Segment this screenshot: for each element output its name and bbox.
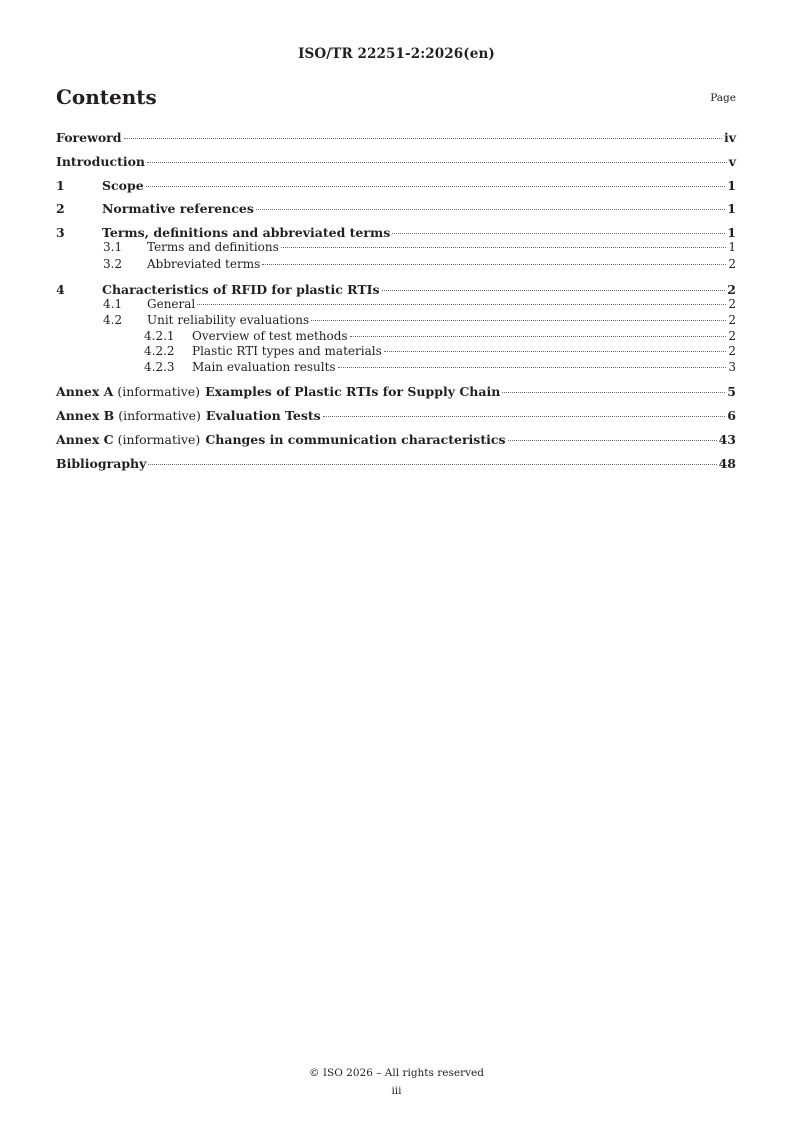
toc-entry[interactable] — [56, 154, 736, 169]
toc-entry[interactable] — [56, 225, 736, 240]
toc-annex-type: (informative) — [118, 408, 201, 423]
toc-entry-number: 1 — [56, 178, 65, 193]
toc-entry-page: 1 — [727, 225, 736, 240]
toc-entry-page: 2 — [728, 329, 736, 343]
toc-dot-leader — [197, 304, 726, 305]
toc-entry-number: 4.2.2 — [144, 344, 175, 358]
toc-dot-leader — [338, 367, 727, 368]
toc-entry-page: 2 — [727, 282, 736, 297]
toc-entry-title: Abbreviated terms — [147, 257, 261, 271]
toc-entry-number: 3.2 — [103, 257, 123, 271]
toc-entry-number: Annex C — [56, 432, 114, 447]
toc-dot-leader — [124, 138, 722, 139]
toc-entry-number: 3.1 — [103, 240, 123, 254]
toc-dot-leader — [384, 351, 727, 352]
toc-entry[interactable] — [56, 360, 736, 374]
toc-entry-page: 2 — [728, 257, 736, 271]
toc-entry-title: Scope — [102, 178, 144, 193]
toc-dot-leader — [146, 186, 726, 187]
toc-entry-page: 5 — [727, 384, 736, 399]
toc-entry-title: Unit reliability evaluations — [147, 313, 310, 327]
toc-entry-number: 4.1 — [103, 297, 123, 311]
toc-entry-title: Overview of test methods — [192, 329, 348, 343]
toc-entry-title: Plastic RTI types and materials — [192, 344, 382, 358]
page-column-label: Page — [710, 92, 736, 104]
toc-entry-page: 6 — [727, 408, 736, 423]
toc-dot-leader — [382, 290, 726, 291]
toc-entry-page: 2 — [728, 297, 736, 311]
toc-entry-title: Examples of Plastic RTIs for Supply Chain — [205, 384, 501, 399]
toc-entry-page: 43 — [718, 432, 736, 447]
toc-entry-number: 4.2.3 — [144, 360, 175, 374]
toc-entry-title: Normative references — [102, 201, 254, 216]
toc-entry-title: Evaluation Tests — [205, 408, 321, 423]
toc-dot-leader — [392, 233, 725, 234]
toc-entry-number: 4.2 — [103, 313, 123, 327]
toc-dot-leader — [147, 162, 727, 163]
toc-dot-leader — [502, 392, 725, 393]
toc-entry-number: 3 — [56, 225, 65, 240]
toc-entry-number: 2 — [56, 201, 65, 216]
toc-entry-page: 1 — [727, 178, 736, 193]
toc-dot-leader — [323, 416, 726, 417]
toc-dot-leader — [148, 464, 716, 465]
toc-entry-title: Bibliography — [56, 456, 147, 471]
toc-entry-page: 48 — [718, 456, 736, 471]
toc-dot-leader — [350, 336, 727, 337]
toc-entry-number: 4 — [56, 282, 65, 297]
toc-entry-title: Terms and definitions — [147, 240, 279, 254]
toc-entry[interactable] — [56, 240, 736, 254]
toc-entry[interactable] — [56, 408, 736, 423]
toc-entry[interactable] — [56, 130, 736, 145]
toc-entry[interactable] — [56, 384, 736, 399]
toc-annex-type: (informative) — [117, 384, 201, 399]
toc-dot-leader — [262, 264, 726, 265]
toc-entry-title: General — [147, 297, 196, 311]
toc-dot-leader — [256, 209, 725, 210]
toc-entry-page: 2 — [728, 344, 736, 358]
toc-entry[interactable] — [56, 329, 736, 343]
page-number: iii — [391, 1085, 402, 1097]
toc-entry-title: Characteristics of RFID for plastic RTIs — [102, 282, 380, 297]
toc-entry-page: 1 — [728, 240, 736, 254]
toc-entry[interactable] — [56, 257, 736, 271]
toc-entry-title: Terms, definitions and abbreviated terms — [102, 225, 391, 240]
toc-entry-page: 2 — [728, 313, 736, 327]
toc-dot-leader — [508, 440, 717, 441]
toc-entry[interactable] — [56, 344, 736, 358]
toc-entry-title: Main evaluation results — [192, 360, 336, 374]
toc-entry-page: iv — [723, 130, 736, 145]
toc-entry[interactable] — [56, 456, 736, 471]
toc-entry[interactable] — [56, 178, 736, 193]
toc-entry-number: Annex B — [56, 408, 115, 423]
toc-annex-type: (informative) — [117, 432, 201, 447]
toc-entry-title: Foreword — [56, 130, 122, 145]
toc-entry-number: 4.2.1 — [144, 329, 175, 343]
toc-dot-leader — [311, 320, 726, 321]
toc-entry[interactable] — [56, 282, 736, 297]
toc-entry-title: Changes in communication characteristics — [205, 432, 506, 447]
toc-entry[interactable] — [56, 297, 736, 311]
toc-entry-title: Introduction — [56, 154, 146, 169]
toc-entry-page: v — [728, 154, 736, 169]
toc-entry[interactable] — [56, 432, 736, 447]
contents-title: Contents — [56, 85, 157, 109]
toc-entry-page: 1 — [727, 201, 736, 216]
toc-entry-page: 3 — [728, 360, 736, 374]
toc-entry[interactable] — [56, 201, 736, 216]
toc-entry-number: Annex A — [56, 384, 114, 399]
toc-entry[interactable] — [56, 313, 736, 327]
toc-dot-leader — [281, 247, 727, 248]
copyright-notice: © ISO 2026 – All rights reserved — [309, 1067, 484, 1079]
document-header: ISO/TR 22251-2:2026(en) — [298, 46, 495, 62]
